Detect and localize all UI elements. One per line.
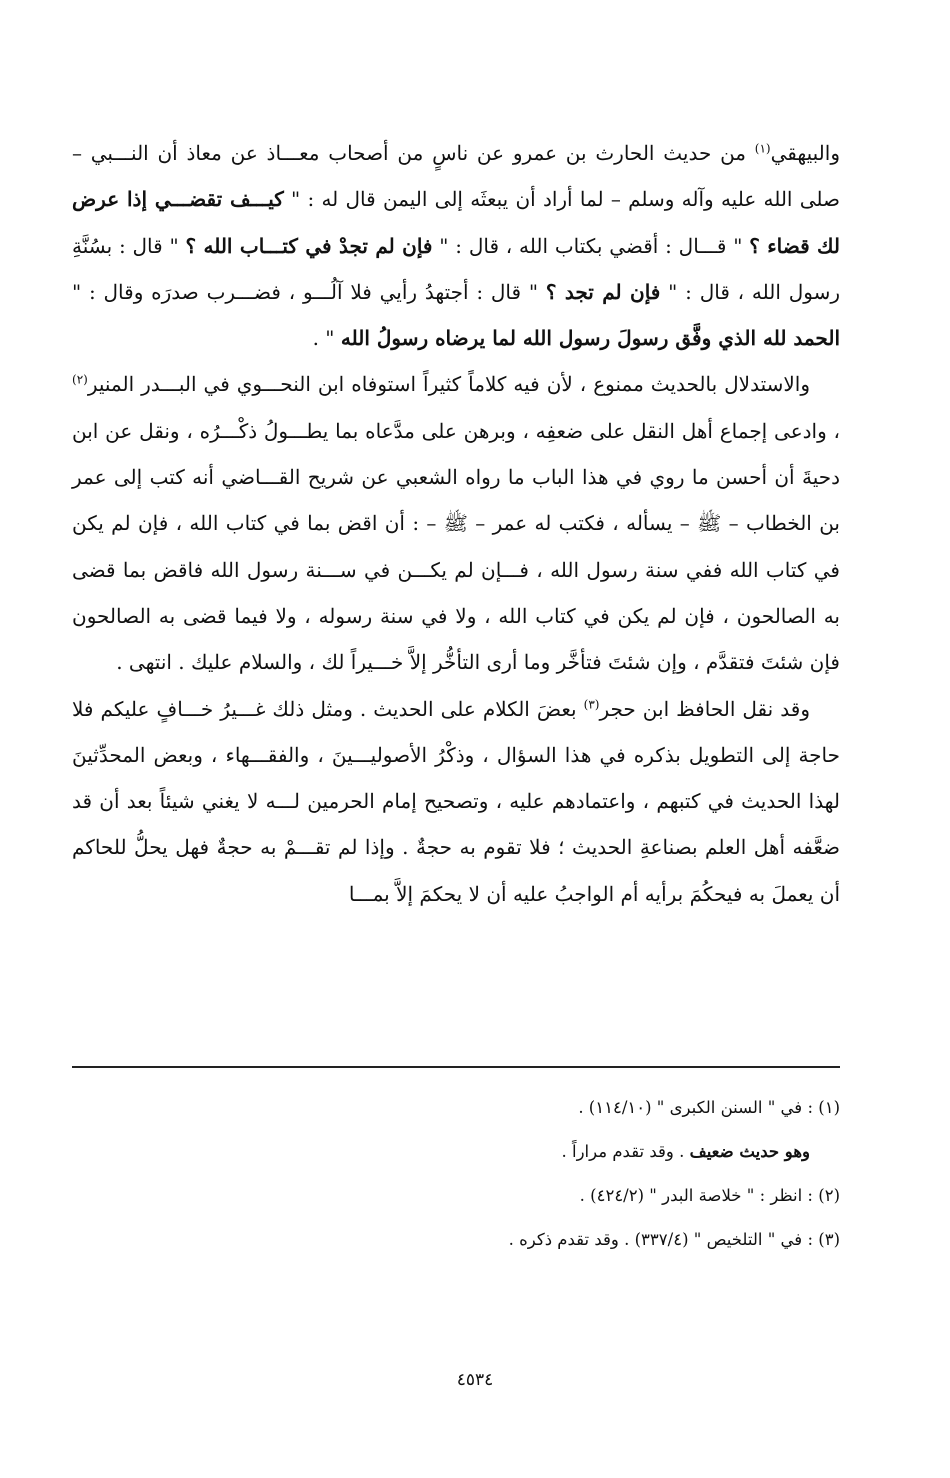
- text-segment: " قال : بسُنَّةِ رسول الله ، قال : ": [72, 233, 840, 304]
- page-body: [72, 130, 840, 917]
- footnote-divider: [72, 1066, 840, 1068]
- paragraph: [72, 130, 840, 361]
- footnote-3: (٣) : في " التلخيص " (٣٣٧/٤) . وقد تقدم ذكره .: [508, 1230, 840, 1249]
- text-segment: " .: [312, 326, 341, 351]
- page-number: ٤٥٣٤: [456, 1370, 494, 1390]
- paragraph: [72, 686, 840, 917]
- footnote-2: (٢) : انظر : " خلاصة البدر " (٤٢٤/٢) .: [579, 1186, 840, 1205]
- hadith-quote: كيـــف تقضـــي إذا عرض لك قضاء ؟: [72, 187, 840, 258]
- footnote-reference: (٢): [72, 372, 88, 387]
- hadith-quote: فإن لم تجد ؟: [545, 279, 661, 304]
- text-segment: من حديث الحارث بن عمرو عن ناسٍ من أصحاب معـــاذ عن معاذ أن النـــبي – صلى الله عليه وآله وسلم – لما أراد أن يبعثَه إلى اليمن قال له : ": [72, 141, 840, 212]
- hadith-quote: فإن لم تجدْ في كتـــاب الله ؟: [185, 233, 433, 258]
- footnotes: [72, 1086, 840, 1262]
- text-segment: والبيهقي: [770, 141, 840, 165]
- footnote-1-note: [72, 1130, 840, 1174]
- main-text: [72, 130, 840, 917]
- footnote-1-note-bold: وهو حديث ضعيف: [689, 1142, 810, 1161]
- text-segment: " قال : أجتهدُ رأيي فلا آلُـــو ، فضـــرب صدرَه وقال : ": [72, 279, 546, 304]
- footnote-reference: (٣): [583, 696, 600, 711]
- footnote-1-note-rest: . وقد تقدم مراراً .: [561, 1142, 690, 1161]
- text-segment: " قـــال : أقضي بكتاب الله ، قال : ": [432, 233, 750, 258]
- text-segment: ، وادعى إجماع أهل النقل على ضعفِه ، وبرهن على مدَّعاه بما يطـــولُ ذكْـــرُه ، ونقل عن ابن دحيةَ أن أحسن ما روي في هذا الباب ما رواه الشعبي عن شريح القـــاضي أنه كتب إلى عمر بن الخطاب – ﷺ – يسأله ، فكتب له عمر – ﷺ – : أن اقض بما في كتاب الله ، فإن لم يكن في كتاب الله ففي سنة رسول الله ، فـــإن لم يكـــن في ســـنة رسول الله فاقض بما قضى به الصالحون ، فإن لم يكن في كتاب الله ، ولا في سنة رسوله ، ولا فيما قضى به الصالحون فإن شئتَ فتقدَّم ، وإن شئتَ فتأخَّر وما أرى التأخُّر إلاَّ خـــيراً لك ، والسلام عليك . انتهى .: [72, 418, 840, 675]
- hadith-quote: الحمد لله الذي وفَّق رسولَ رسول الله لما يرضاه رسولُ الله: [340, 326, 840, 351]
- text-segment: وقد نقل الحافظ ابن حجر: [599, 696, 810, 721]
- footnote-reference: (١): [754, 141, 771, 156]
- footnote-1: (١) : في " السنن الكبرى " (١١٤/١٠) .: [578, 1098, 840, 1117]
- paragraph: [72, 361, 840, 685]
- text-segment: بعضَ الكلام على الحديث . ومثل ذلك غـــيرُ خـــافٍ عليكم فلا حاجة إلى التطويل بذكره في هذا السؤال ، وذكْرُ الأصوليـــينَ ، والفقـــهاء ، وبعض المحدِّثينَ لهذا الحديث في كتبهم ، واعتمادهم عليه ، وتصحيح إمام الحرمين لـــه لا يغني شيئاً بعد أن قد ضعَّفه أهل العلم بصناعةِ الحديث ؛ فلا تقوم به حجةٌ . وإذا لم تقـــمْ به حجةٌ فهل يحلُّ للحاكم أن يعملَ به فيحكُمَ برأيه أم الواجبُ عليه أن لا يحكمَ إلاَّ بمـــا: [72, 696, 840, 906]
- text-segment: والاستدلال بالحديث ممنوع ، لأن فيه كلاماً كثيراً استوفاه ابن النحـــوي في البـــدر المنير: [87, 372, 810, 397]
